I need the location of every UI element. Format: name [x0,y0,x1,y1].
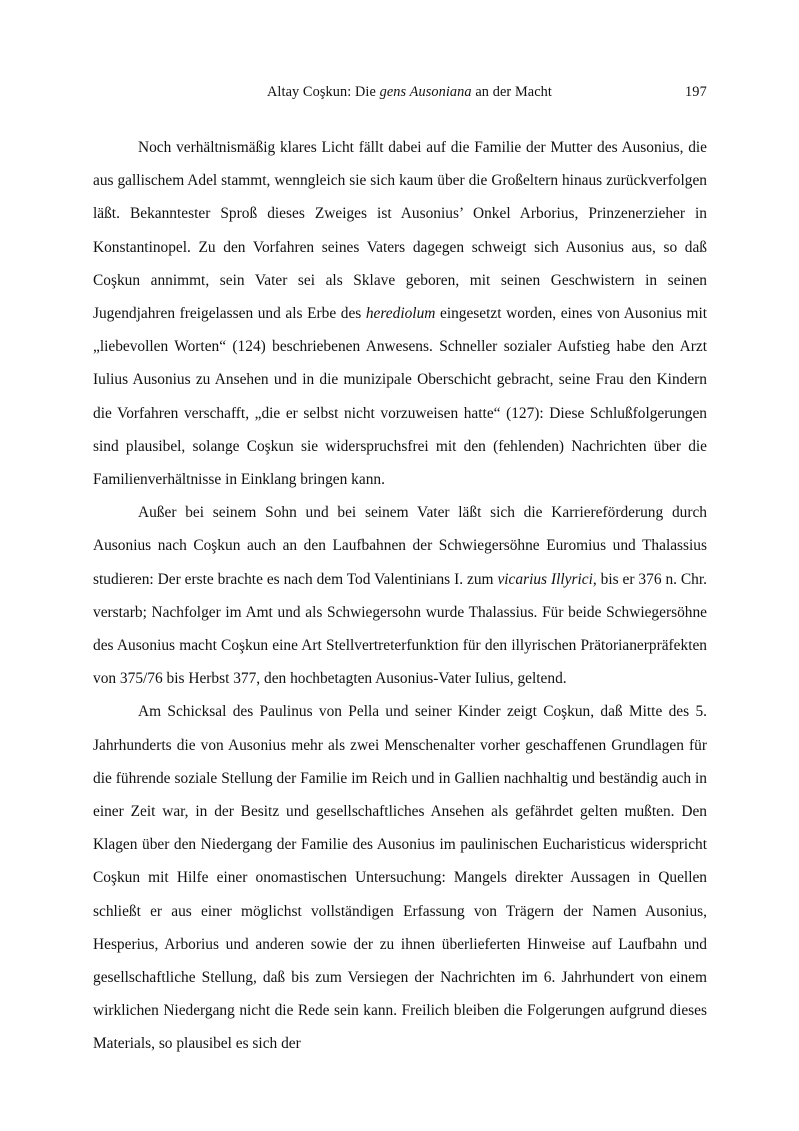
paragraph-1-italic-1: herediolum [365,305,436,323]
paragraph-3 [93,695,707,1060]
header-title-italic: gens Ausoniana [379,84,472,100]
paragraph-2-italic-1: vicarius Illyrici [497,570,593,588]
header-title-prefix: Altay Coşkun: Die [267,84,380,100]
paragraph-2 [93,496,707,695]
header-title [267,83,552,101]
page-number: 197 [684,84,707,100]
paragraph-2-run-2: , bis er 376 n. Chr. verstarb; Nachfolger im Amt und als Schwiegersohn wurde Thalassius. Für beide Schwiegersöhne des Ausonius macht Coşkun eine Art Stellvertreterfunktion für den illyrischen Prätorianerpräfekten von 375/76 bis Herbst 377, den hochbetagten Ausonius-Vater Iulius, geltend. [93,570,708,688]
body-text-block [93,131,707,1061]
running-header [93,83,707,105]
paragraph-2-run-0: Außer bei seinem Sohn und bei seinem Vater läßt sich die Karriereförderung durch Ausonius nach Coşkun auch an den Laufbahnen der Schwiegersöhne Euromius und Thalassius studieren: Der erste brachte es nach dem Tod Valentinians I. zum [93,504,707,588]
paragraph-3-run-0: Am Schicksal des Paulinus von Pella und seiner Kinder zeigt Coşkun, daß Mitte des 5. Jahrhunderts die von Ausonius mehr als zwei Menschenalter vorher geschaffenen Grundlagen für die führende soziale Stellung der Familie im Reich und in Gallien nachhaltig und beständig auch in einer Zeit war, in der Besitz und gesellschaftliches Ansehen als gefährdet gelten mußten. Den Klagen über den Niedergang der Familie des Ausonius im paulinischen Eucharisticus widerspricht Coşkun mit Hilfe einer onomastischen Untersuchung: Mangels direkter Aussagen in Quellen schließt er aus einer möglichst vollständigen Erfassung von Trägern der Namen Ausonius, Hesperius, Arborius und anderen sowie der zu ihnen überlieferten Hinweise auf Laufbahn und gesellschaftliche Stellung, daß bis zum Versiegen der Nachrichten im 6. Jahrhundert von einem wirklichen Niedergang nicht die Rede sein kann. Freilich bleiben die Folgerungen aufgrund dieses Materials, so plausibel es sich der [93,703,707,1053]
paragraph-1-run-0: Noch verhältnismäßig klares Licht fällt dabei auf die Familie der Mutter des Ausonius, die aus gallischem Adel stammt, wenngleich sie sich kaum über die Großeltern hinaus zurückverfolgen läßt. Bekanntester Sproß dieses Zweiges ist Ausonius’ Onkel Arborius, Prinzenerzieher in Konstantinopel. Zu den Vorfahren seines Vaters dagegen schweigt sich Ausonius aus, so daß Coşkun annimmt, sein Vater sei als Sklave geboren, mit seinen Geschwistern in seinen Jugendjahren freigelassen und als Erbe des [93,139,707,323]
header-title-suffix: an der Macht [471,84,552,100]
paragraph-1 [93,131,707,496]
paragraph-1-run-2: eingesetzt worden, eines von Ausonius mit „liebevollen Worten“ (124) beschriebenen Anwesens. Schneller sozialer Aufstieg habe den Arzt Iulius Ausonius zu Ansehen und in die munizipale Oberschicht gebracht, seine Frau den Kindern die Vorfahren verschafft, „die er selbst nicht vorzuweisen hatte“ (127): Diese Schlußfolgerungen sind plausibel, solange Coşkun sie widerspruchsfrei mit den (fehlenden) Nachrichten über die Familienverhältnisse in Einklang bringen kann. [93,305,708,489]
